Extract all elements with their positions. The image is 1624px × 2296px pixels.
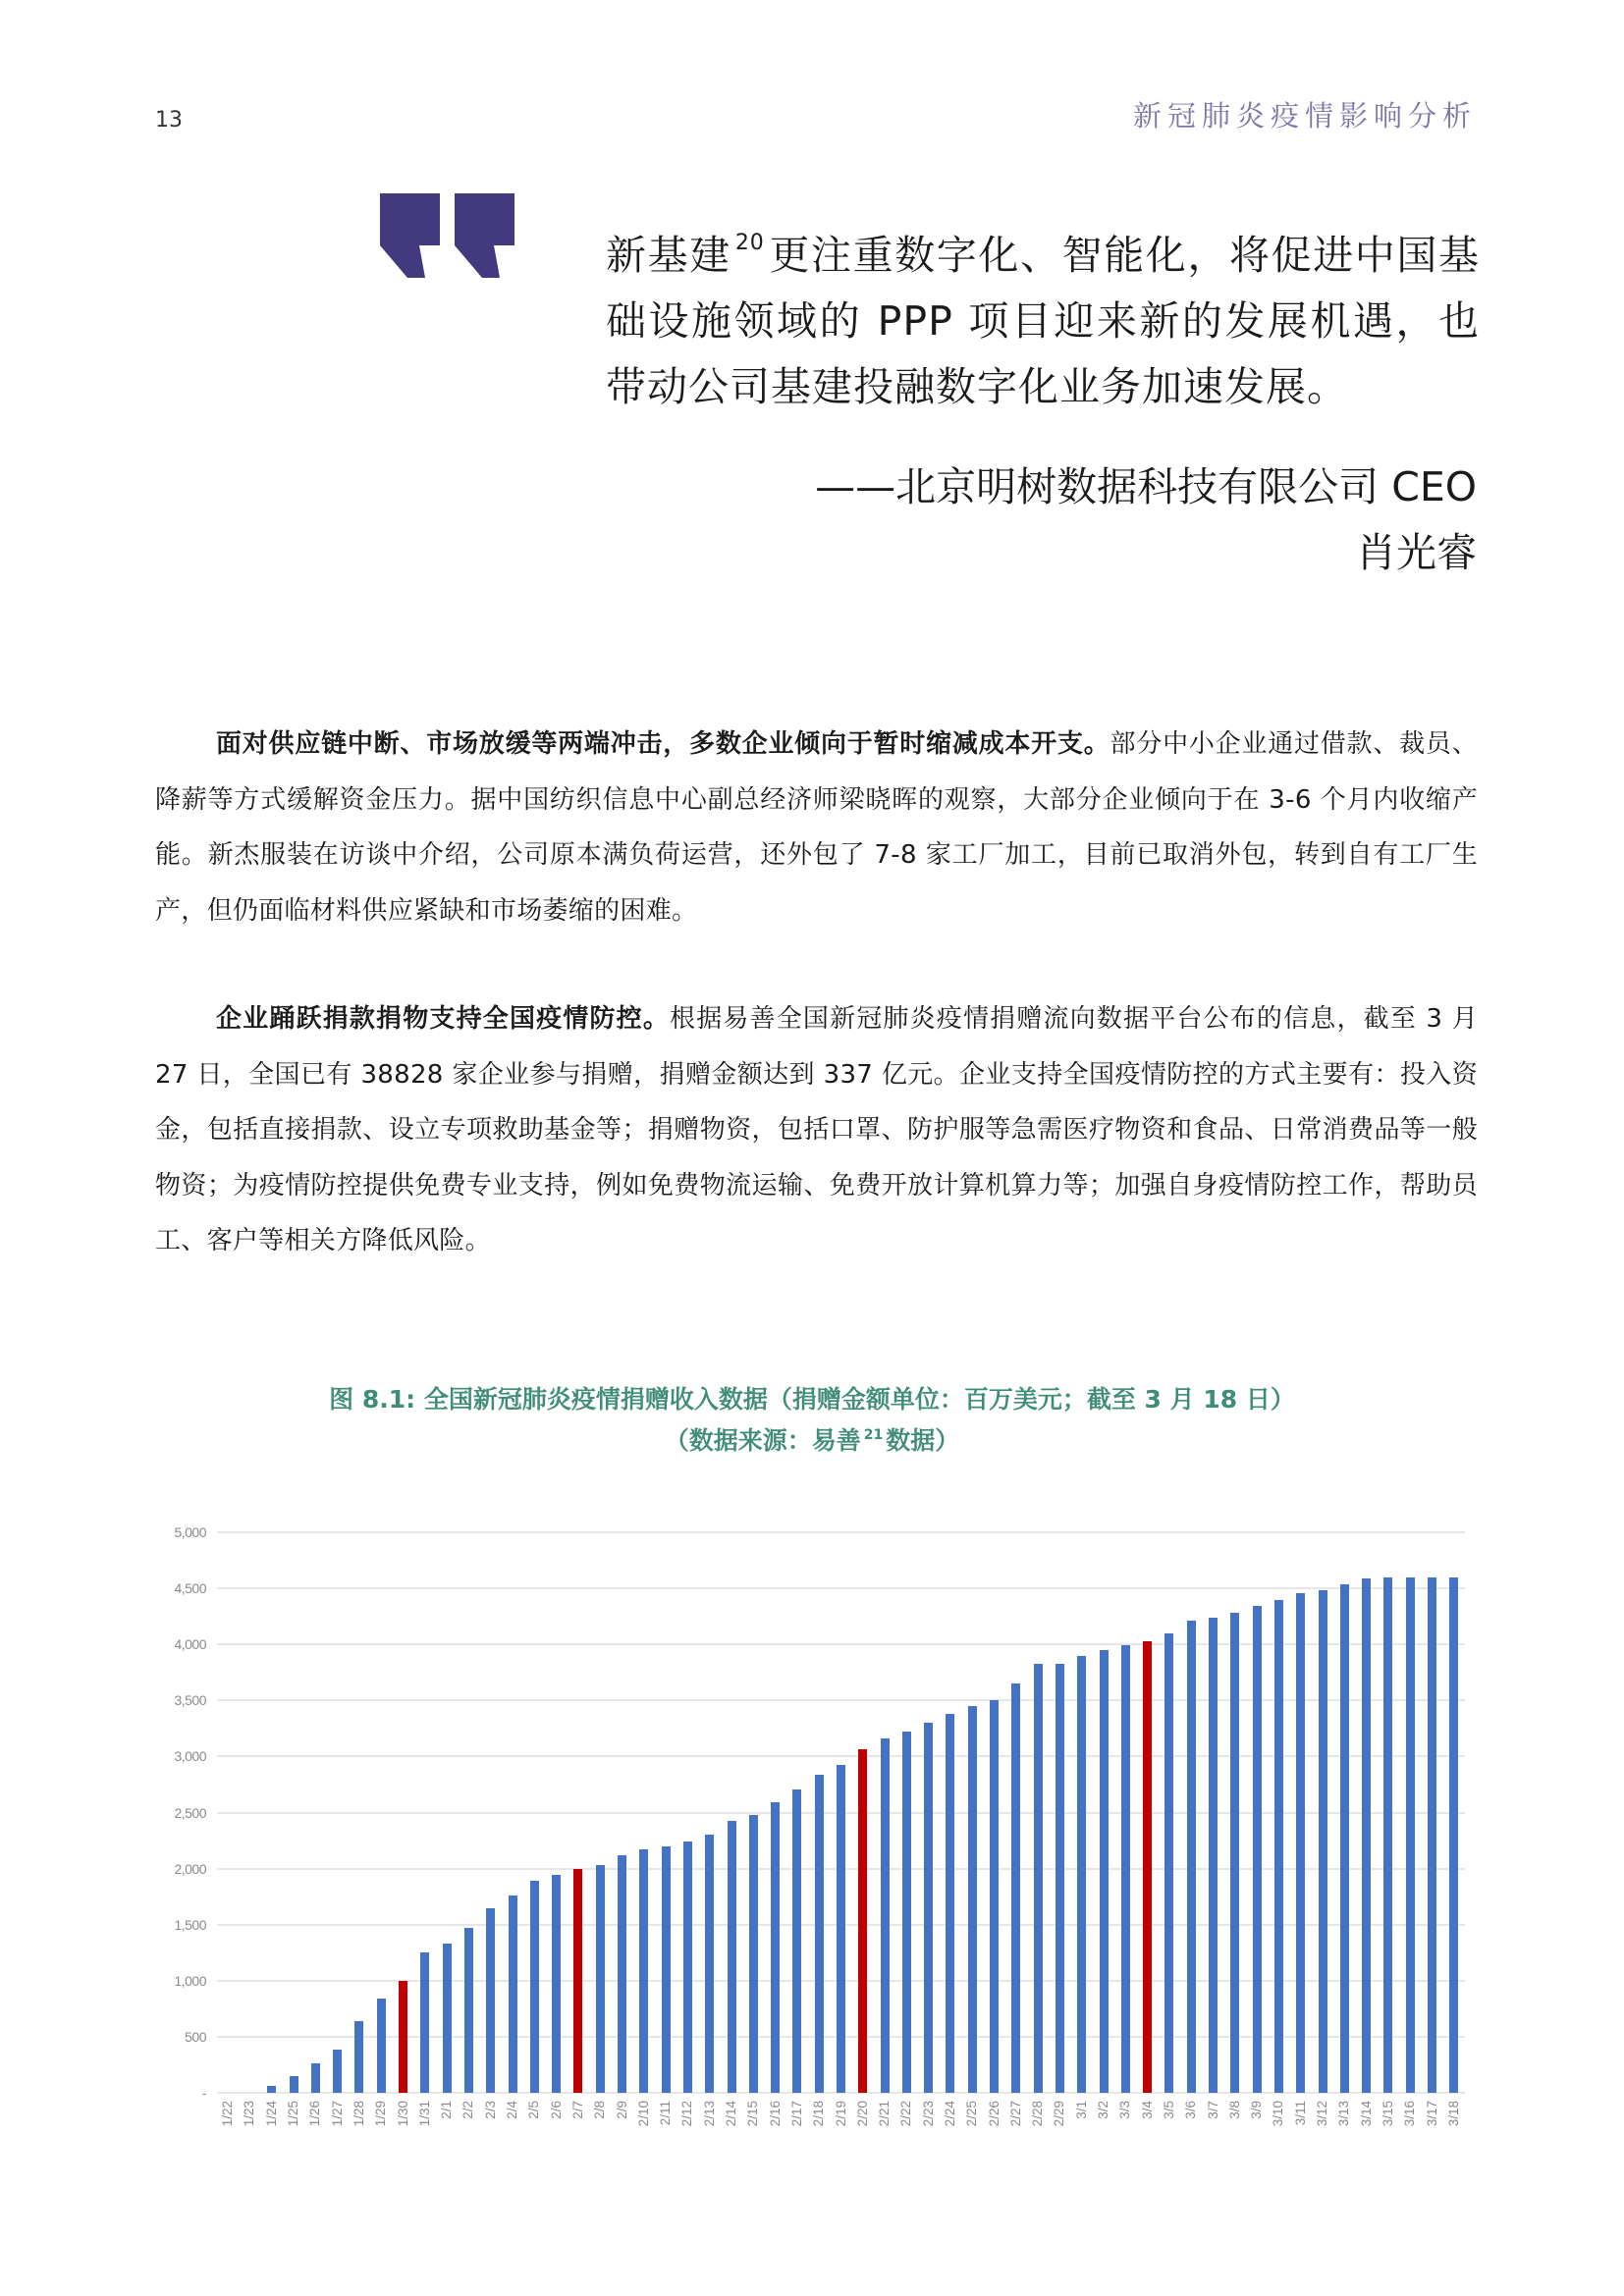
bar-highlighted — [1143, 1641, 1152, 2093]
x-axis-tick-label: 1/26 — [307, 2101, 323, 2127]
bar — [968, 1706, 977, 2093]
x-axis-tick-label: 2/2 — [460, 2101, 476, 2119]
x-axis-tick-label: 3/9 — [1249, 2101, 1265, 2119]
attribution-person: 肖光睿 — [1356, 529, 1477, 576]
x-axis-tick-label: 2/8 — [592, 2101, 608, 2119]
paragraph-lead: 面对供应链中断、市场放缓等两端冲击，多数企业倾向于暂时缩减成本开支。 — [216, 729, 1110, 759]
x-axis-tick-label: 1/22 — [220, 2101, 236, 2127]
bar — [552, 1875, 561, 2093]
bar — [1383, 1577, 1392, 2093]
gridline — [217, 1531, 1465, 1533]
x-axis-tick-label: 2/15 — [745, 2101, 761, 2127]
bar — [1056, 1664, 1064, 2093]
x-axis-tick-label: 2/13 — [701, 2101, 717, 2127]
bar-highlighted — [573, 1869, 582, 2093]
bar — [1406, 1577, 1415, 2093]
x-axis-tick-label: 2/17 — [788, 2101, 804, 2127]
x-axis-tick-label: 2/22 — [898, 2101, 914, 2127]
x-axis-tick-label: 2/1 — [439, 2101, 455, 2119]
x-axis-tick-label: 3/17 — [1424, 2101, 1439, 2127]
bar-highlighted — [858, 1749, 867, 2093]
x-axis-tick-label: 3/2 — [1096, 2101, 1111, 2119]
quote-mark-right — [455, 193, 514, 278]
bar — [1362, 1578, 1371, 2093]
running-header: 新冠肺炎疫情影响分析 — [1132, 99, 1477, 133]
body-paragraph-2 — [155, 991, 1478, 1269]
x-axis-tick-label: 2/4 — [505, 2101, 520, 2119]
figure-source: （数据来源：易善 $^{21}$ 数据） — [664, 1426, 960, 1455]
x-axis-tick-label: 2/25 — [964, 2101, 980, 2127]
bar — [596, 1865, 605, 2093]
bar — [1209, 1618, 1218, 2093]
x-axis-tick-label: 2/6 — [548, 2101, 564, 2119]
paragraph-lead: 企业踊跃捐款捐物支持全国疫情防控。 — [216, 1004, 671, 1034]
x-axis-tick-label: 3/4 — [1139, 2101, 1155, 2119]
bar — [267, 2086, 276, 2093]
y-axis-tick-label: 4,500 — [174, 1580, 206, 1597]
bar — [1187, 1621, 1196, 2093]
pull-quote — [606, 210, 1480, 420]
x-axis-tick-label: 1/23 — [242, 2101, 257, 2127]
y-axis-tick-label: 1,500 — [174, 1916, 206, 1933]
page-number: 13 — [155, 108, 183, 133]
bar — [1034, 1664, 1043, 2093]
footnote-ref[interactable]: 21 — [863, 1427, 884, 1443]
bar — [1121, 1645, 1130, 2093]
pull-quote-text-start: 新基建 — [606, 232, 731, 279]
bar — [1296, 1593, 1305, 2093]
bar — [749, 1815, 758, 2093]
x-axis-tick-label: 2/3 — [482, 2101, 498, 2119]
bar — [815, 1775, 824, 2093]
bar — [946, 1714, 954, 2093]
bar — [1449, 1577, 1458, 2093]
quote-mark-icon — [380, 193, 517, 280]
bar — [509, 1896, 517, 2093]
bar — [837, 1765, 845, 2093]
x-axis-tick-label: 2/26 — [986, 2101, 1001, 2127]
x-axis-tick-label: 2/5 — [526, 2101, 542, 2119]
bar — [1230, 1613, 1239, 2093]
bar — [662, 1846, 671, 2093]
x-axis-tick-label: 3/7 — [1205, 2101, 1220, 2119]
pull-quote-text-rest: 更注重数字化、智能化，将促进中国基础设施领域的 PPP 项目迎来新的发展机遇，也带动公司基建投融数字化业务加速发展。 — [606, 232, 1481, 410]
bar — [1253, 1606, 1262, 2093]
donation-bar-chart — [147, 1512, 1483, 2150]
bar — [728, 1821, 736, 2093]
x-axis-tick-label: 2/12 — [679, 2101, 695, 2127]
x-axis-tick-label: 2/24 — [942, 2101, 957, 2127]
x-axis-tick-label: 2/20 — [854, 2101, 870, 2127]
x-axis-tick-label: 1/30 — [395, 2101, 410, 2127]
bar — [420, 1952, 429, 2093]
figure-title: 图 8.1: 全国新冠肺炎疫情捐赠收入数据（捐赠金额单位：百万美元；截至 3 月 18 日） — [329, 1385, 1295, 1414]
x-axis-tick-label: 3/15 — [1380, 2101, 1395, 2127]
x-axis-tick-label: 2/27 — [1007, 2101, 1023, 2127]
bar — [377, 1999, 386, 2093]
bar — [464, 1928, 473, 2093]
y-axis-tick-label: 1,000 — [174, 1972, 206, 1989]
x-axis-tick-label: 3/18 — [1445, 2101, 1461, 2127]
x-axis-tick-label: 1/25 — [286, 2101, 301, 2127]
bar — [1077, 1656, 1086, 2093]
x-axis-tick-label: 2/14 — [724, 2101, 738, 2127]
x-axis-tick-label: 3/6 — [1183, 2101, 1199, 2119]
bar — [792, 1789, 801, 2093]
x-axis-tick-label: 3/16 — [1402, 2101, 1418, 2127]
x-axis-tick-label: 2/29 — [1052, 2101, 1067, 2127]
x-axis-tick-label: 2/9 — [614, 2101, 629, 2119]
y-axis-tick-label: 2,000 — [174, 1860, 206, 1877]
bar — [705, 1835, 714, 2093]
y-axis-tick-label: 3,000 — [174, 1748, 206, 1765]
bar — [990, 1700, 999, 2093]
x-axis-tick-label: 3/8 — [1226, 2101, 1242, 2119]
figure-caption — [147, 1382, 1477, 1459]
y-axis-tick-label: 2,500 — [174, 1804, 206, 1821]
bar — [443, 1944, 452, 2093]
x-axis-tick-label: 2/28 — [1030, 2101, 1046, 2127]
bar — [924, 1723, 933, 2093]
x-axis-tick-label: 2/19 — [833, 2101, 848, 2127]
x-axis-tick-label: 3/13 — [1336, 2101, 1352, 2127]
x-axis-tick-label: 1/24 — [263, 2101, 279, 2127]
bar — [618, 1855, 626, 2093]
quote-mark-left — [380, 193, 440, 278]
x-axis-tick-label: 1/28 — [351, 2101, 366, 2127]
bar — [902, 1732, 911, 2093]
bar-highlighted — [399, 1981, 407, 2093]
bar — [1274, 1600, 1283, 2093]
x-axis-tick-label: 2/21 — [877, 2101, 893, 2127]
x-axis-tick-label: 3/11 — [1292, 2101, 1308, 2126]
bar — [486, 1908, 495, 2093]
x-axis-tick-label: 2/23 — [920, 2101, 936, 2127]
bar — [333, 2050, 342, 2093]
attribution-company: ——北京明树数据科技有限公司 CEO — [815, 463, 1477, 510]
x-axis-tick-label: 1/31 — [416, 2101, 432, 2127]
y-axis-tick-label: 4,000 — [174, 1636, 206, 1653]
x-axis-tick-label: 3/3 — [1117, 2101, 1133, 2119]
x-axis-tick-label: 2/11 — [658, 2101, 674, 2126]
bar — [1428, 1577, 1436, 2093]
y-axis-tick-label: 5,000 — [174, 1524, 206, 1540]
x-axis-tick-label: 2/18 — [811, 2101, 827, 2127]
bar — [771, 1802, 780, 2093]
x-axis-tick-label: 2/7 — [569, 2101, 585, 2119]
x-axis-tick-label: 3/1 — [1073, 2101, 1089, 2119]
paragraph-text: 部分中小企业通过借款、裁员、降薪等方式缓解资金压力。据中国纺织信息中心副总经济师梁晓晖的观察，大部分企业倾向于在 3-6 个月内收缩产能。新杰服装在访谈中介绍，公司原本满负荷运营，还外包了 7-8 家工厂加工，目前已取消外包，转到自有工厂生产，但仍面临材料供应紧缺和市场萎缩的困难。 — [155, 729, 1478, 926]
x-axis-tick-label: 2/16 — [767, 2101, 783, 2127]
bar — [881, 1738, 890, 2093]
bar — [311, 2063, 320, 2093]
x-axis-tick-label: 3/5 — [1161, 2101, 1176, 2119]
body-paragraph-1 — [155, 717, 1478, 938]
paragraph-text: 根据易善全国新冠肺炎疫情捐赠流向数据平台公布的信息，截至 3 月 27 日，全国已有 38828 家企业参与捐赠，捐赠金额达到 337 亿元。企业支持全国疫情防控的方式主要有：投入资金，包括直接捐款、设立专项救助基金等；捐赠物资，包括口罩、防护服等急需医疗物资和食品、日常消费品等一般物资；为疫情防控提供免费专业支持，例如免费物流运输、免费开放计算机算力等；加强自身疫情防控工作，帮助员工、客户等相关方降低风险。 — [155, 1004, 1478, 1255]
footnote-ref[interactable]: 20 — [734, 231, 765, 255]
bar — [639, 1849, 648, 2093]
x-axis-tick-label: 1/29 — [373, 2101, 389, 2127]
bar — [530, 1881, 539, 2093]
quote-attribution — [593, 454, 1477, 586]
bar — [1100, 1650, 1109, 2093]
gridline — [217, 1587, 1465, 1589]
x-axis-tick-label: 1/27 — [329, 2101, 345, 2127]
y-axis-tick-label: 500 — [185, 2028, 206, 2045]
x-axis-tick-label: 2/10 — [635, 2101, 651, 2127]
bar — [1340, 1584, 1349, 2093]
bar — [1319, 1590, 1327, 2093]
x-axis-tick-label: 3/10 — [1271, 2101, 1286, 2127]
bar — [354, 2021, 363, 2093]
bar — [290, 2076, 298, 2093]
y-axis-tick-label: 3,500 — [174, 1692, 206, 1709]
bar — [1011, 1683, 1020, 2093]
y-axis-tick-label: - — [201, 2085, 206, 2101]
bar — [683, 1842, 692, 2093]
x-axis-tick-label: 3/14 — [1358, 2101, 1374, 2127]
bar — [1164, 1633, 1173, 2093]
x-axis-tick-label: 3/12 — [1315, 2101, 1330, 2127]
